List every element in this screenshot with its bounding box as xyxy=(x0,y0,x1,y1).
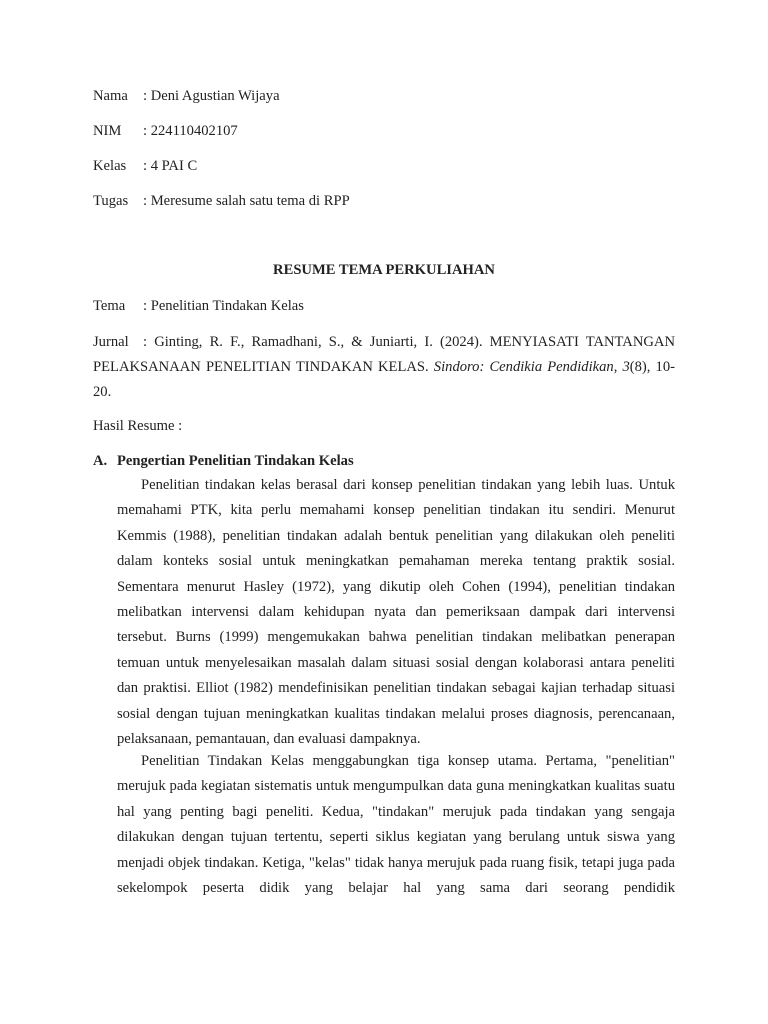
journal-citation xyxy=(93,330,675,405)
info-row-nim xyxy=(93,121,238,141)
info-row-kelas xyxy=(93,156,197,176)
info-label: Tugas xyxy=(93,193,129,209)
hasil-resume-label: Hasil Resume : xyxy=(93,418,183,434)
info-value: : Deni Agustian Wijaya xyxy=(143,88,280,104)
journal-citation-text: : Ginting, R. F., Ramadhani, S., & Juniarti, I. (2024). MENYIASATI TANTANGAN PELAKSANAAN PENELITIAN TINDAKAN KELAS. xyxy=(93,334,675,375)
document-title: RESUME TEMA PERKULIAHAN xyxy=(273,262,495,278)
journal-label: Jurnal xyxy=(93,334,129,350)
journal-separator: , xyxy=(613,359,623,375)
info-label: NIM xyxy=(93,123,122,139)
journal-volume: 3 xyxy=(622,359,630,375)
info-value: : Penelitian Tindakan Kelas xyxy=(143,298,304,314)
info-label: Tema xyxy=(93,298,126,314)
body-paragraph: Penelitian tindakan kelas berasal dari konsep penelitian tindakan yang lebih luas. Untuk memahami PTK, kita perlu memahami konsep penelitian tindakan itu sendiri. Menurut Kemmis (1988), penelitian tindakan adalah bentuk penelitian yang dilakukan oleh peneliti dalam konteks sosial untuk meningkatkan pemahaman mereka tentang praktik sosial. Sementara menurut Hasley (1972), yang dikutip oleh Cohen (1994), penelitian tindakan melibatkan intervensi dalam kehidupan nyata dan pemeriksaan dampak dari intervensi tersebut. Burns (1999) mengemukakan bahwa penelitian tindakan melibatkan penerapan temuan untuk menyelesaikan masalah dalam situasi sosial dengan kolaborasi antara peneliti dan praktisi. Elliot (1982) mendefinisikan penelitian tindakan sebagai kajian terhadap situasi sosial dengan tujuan meningkatkan kualitas tindakan melalui proses diagnosis, perencanaan, pelaksanaan, pemantauan, dan evaluasi dampaknya. xyxy=(117,477,675,748)
body-paragraph: Penelitian Tindakan Kelas menggabungkan tiga konsep utama. Pertama, "penelitian" merujuk pada kegiatan sistematis untuk mengumpulkan data guna meningkatkan kualitas suatu hal yang penting bagi peneliti. Kedua, "tindakan" merujuk pada tindakan yang sengaja dilakukan dengan tujuan tertentu, seperti siklus kegiatan yang berulang untuk siswa yang menjadi objek tindakan. Ketiga, "kelas" tidak hanya merujuk pada ruang fisik, tetapi juga pada sekelompok peserta didik yang belajar hal yang sama dari seorang pendidik xyxy=(117,753,675,897)
info-value: : 4 PAI C xyxy=(143,158,198,174)
info-label: Kelas xyxy=(93,158,127,174)
journal-issue-pages: (8), 10-20. xyxy=(93,359,675,400)
info-value: : Meresume salah satu tema di RPP xyxy=(143,193,350,209)
info-row-tema xyxy=(93,296,304,316)
section-title: Pengertian Penelitian Tindakan Kelas xyxy=(117,453,354,469)
info-row-nama xyxy=(93,86,280,106)
info-value: : 224110402107 xyxy=(143,123,238,139)
info-row-tugas xyxy=(93,191,350,211)
section-letter: A. xyxy=(93,453,108,469)
info-label: Nama xyxy=(93,88,128,104)
section-heading xyxy=(93,451,354,471)
journal-name: Sindoro: Cendikia Pendidikan xyxy=(433,359,614,375)
